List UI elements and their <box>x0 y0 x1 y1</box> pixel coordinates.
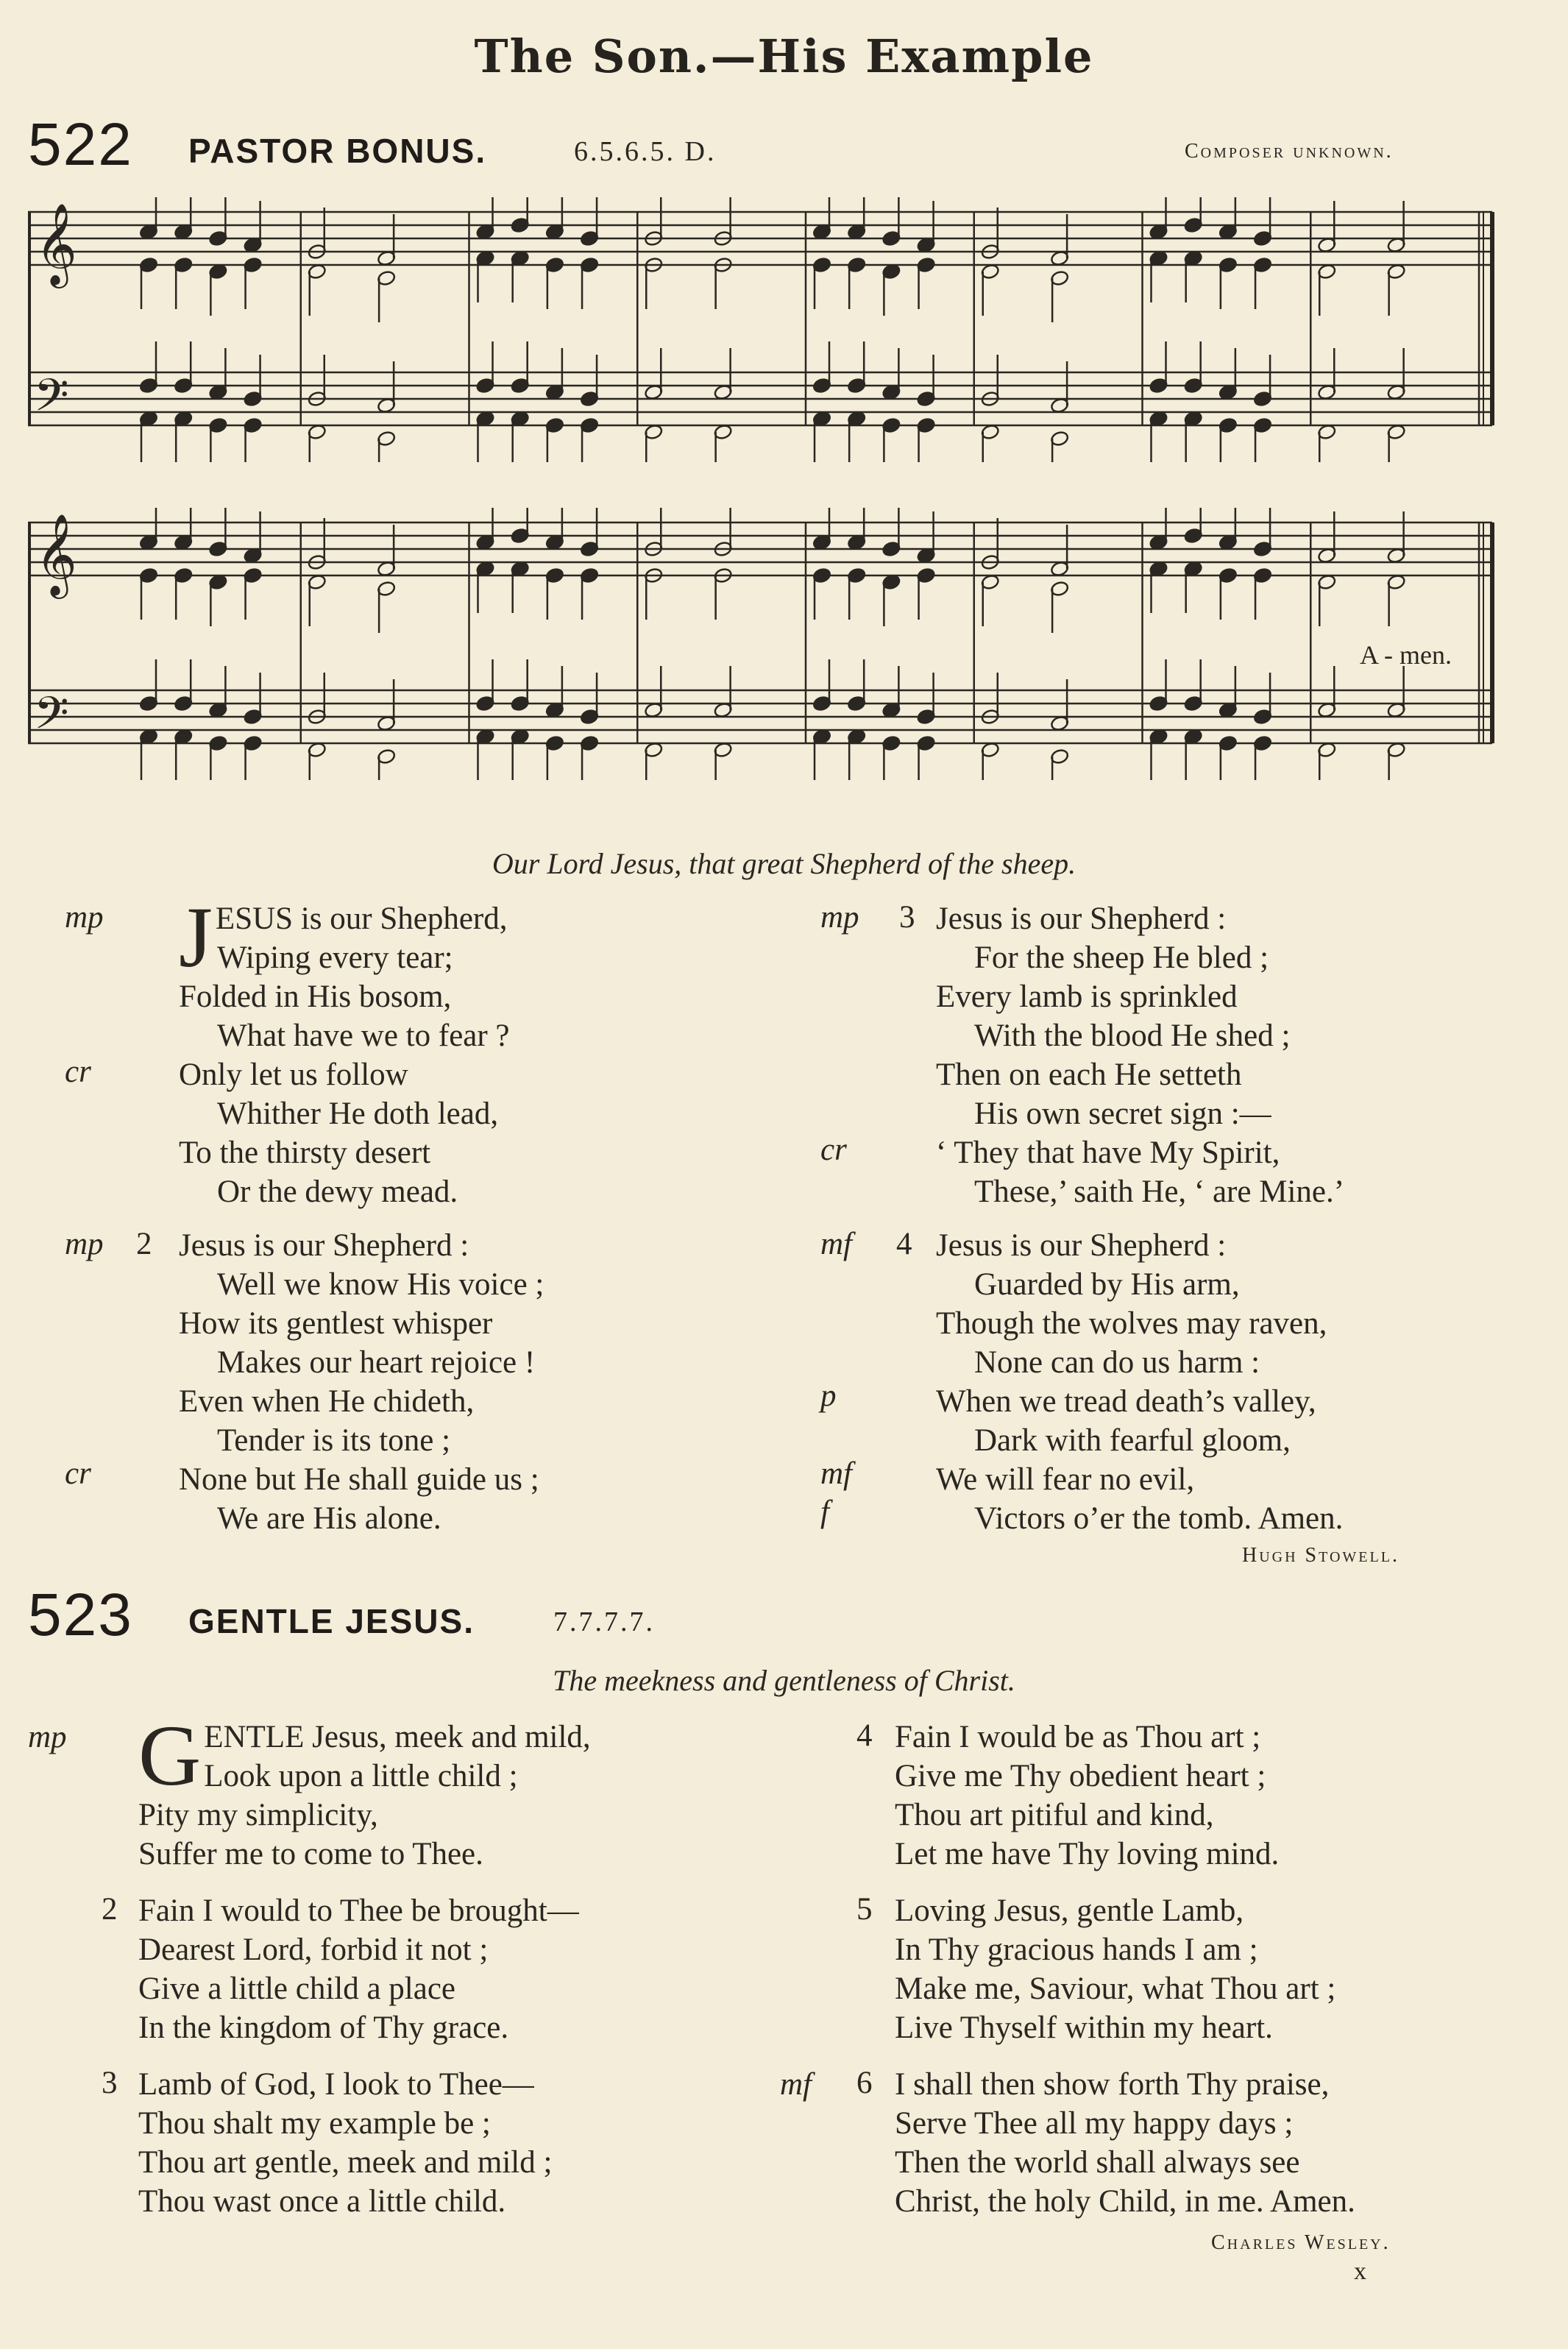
verse-line: Only let us follow <box>179 1057 408 1092</box>
verse-line: Pity my simplicity, <box>138 1798 378 1832</box>
author-credit: Hugh Stowell. <box>1242 1544 1400 1567</box>
verse-line: Fain I would be as Thou art ; <box>895 1720 1261 1754</box>
verse-line: We will fear no evil, <box>936 1462 1195 1497</box>
verse-4 <box>895 1718 1542 1874</box>
verse-1 <box>138 1707 801 1874</box>
svg-text:𝄢: 𝄢 <box>34 369 69 433</box>
bass-clef-icon <box>34 687 69 751</box>
dynamic-mark: p <box>820 1378 837 1413</box>
verse-2 <box>138 1891 801 2047</box>
svg-text:𝄢: 𝄢 <box>34 687 69 751</box>
verse-line: In Thy gracious hands I am ; <box>895 1932 1258 1967</box>
verse-line: Guarded by His arm, <box>974 1267 1240 1302</box>
verse-line: Jesus is our Shepherd : <box>179 1228 469 1263</box>
verse-line: Loving Jesus, gentle Lamb, <box>895 1893 1244 1928</box>
verse-line: Well we know His voice ; <box>217 1267 544 1302</box>
verse-3 <box>138 2065 801 2221</box>
verse-number: 3 <box>102 2066 118 2100</box>
music-system-2 <box>28 508 1498 780</box>
amen-label: A - men. <box>1360 640 1452 670</box>
meter: 6.5.6.5. D. <box>574 136 717 167</box>
bass-clef-icon <box>34 369 69 433</box>
verse-number: 2 <box>136 1227 152 1261</box>
verse-line: In the kingdom of Thy grace. <box>138 2010 509 2045</box>
verse-number: 5 <box>856 1892 873 1927</box>
verse-line: Fain I would to Thee be brought— <box>138 1893 579 1928</box>
verse-line: Wiping every tear; <box>217 940 453 975</box>
verse-line: Give a little child a place <box>138 1971 456 2006</box>
verse-line: Christ, the holy Child, in me. Amen. <box>895 2184 1355 2219</box>
verse-line: Thou wast once a little child. <box>138 2184 506 2219</box>
verse-line: Jesus is our Shepherd : <box>936 1228 1227 1263</box>
verse-line: With the blood He shed ; <box>974 1018 1291 1053</box>
verse-number: 4 <box>896 1227 912 1261</box>
tune-name: PASTOR BONUS. <box>188 132 487 170</box>
verse-6 <box>895 2065 1557 2221</box>
verse-line: Tender is its tone ; <box>217 1423 451 1458</box>
verse-5 <box>895 1891 1542 2047</box>
verse-line: Jesus is our Shepherd : <box>936 901 1227 936</box>
verse-line: For the sheep He bled ; <box>974 940 1269 975</box>
verse-line: ‘ They that have My Spirit, <box>936 1135 1280 1170</box>
signature-mark: x <box>1354 2258 1366 2285</box>
drop-cap: G <box>138 1707 202 1804</box>
verse-line: Thou art gentle, meek and mild ; <box>138 2145 553 2180</box>
verse-2 <box>179 1226 709 1538</box>
drop-cap: J <box>179 889 213 985</box>
verse-line: Dark with fearful gloom, <box>974 1423 1291 1458</box>
verse-line: His own secret sign :— <box>974 1096 1271 1131</box>
verse-line: Let me have Thy loving mind. <box>895 1837 1280 1871</box>
verse-line: Look upon a little child ; <box>204 1759 518 1793</box>
composer-credit: Composer unknown. <box>1185 140 1394 163</box>
verse-line: To the thirsty desert <box>179 1135 431 1170</box>
hymn-number: 522 <box>28 111 133 178</box>
verse-line: Make me, Saviour, what Thou art ; <box>895 1971 1336 2006</box>
verse-line: Dearest Lord, forbid it not ; <box>138 1932 489 1967</box>
meter: 7.7.7.7. <box>553 1606 655 1637</box>
verse-line: Lamb of God, I look to Thee— <box>138 2067 534 2102</box>
dynamic-mark: cr <box>65 1456 91 1491</box>
verse-line: How its gentlest whisper <box>179 1306 493 1341</box>
hymn-subtitle: The meekness and gentleness of Christ. <box>553 1664 1015 1697</box>
treble-clef-icon <box>35 513 77 599</box>
verse-line: Serve Thee all my happy days ; <box>895 2106 1294 2141</box>
dynamic-mark: f <box>820 1495 829 1529</box>
dynamic-mark: mp <box>28 1720 67 1754</box>
hymn-number: 523 <box>28 1581 133 1648</box>
verse-line: We are His alone. <box>217 1501 441 1536</box>
verse-line: None can do us harm : <box>974 1345 1260 1380</box>
svg-text:𝄞: 𝄞 <box>35 202 77 285</box>
verse-line: Give me Thy obedient heart ; <box>895 1759 1266 1793</box>
verse-line: I shall then show forth Thy praise, <box>895 2067 1330 2102</box>
verse-line: Thou shalt my example be ; <box>138 2106 491 2141</box>
verse-line: Thou art pitiful and kind, <box>895 1798 1214 1832</box>
verse-number: 3 <box>899 900 915 935</box>
verse-4 <box>936 1226 1525 1538</box>
verse-line: Then on each He setteth <box>936 1057 1242 1092</box>
verse-line: What have we to fear ? <box>217 1018 510 1053</box>
verse-line: Though the wolves may raven, <box>936 1306 1327 1341</box>
verse-number: 6 <box>856 2066 873 2100</box>
verse-line: Makes our heart rejoice ! <box>217 1345 536 1380</box>
verse-line: Or the dewy mead. <box>217 1174 458 1209</box>
verse-number: 2 <box>102 1892 118 1927</box>
dynamic-mark: cr <box>820 1133 847 1167</box>
dynamic-mark: mp <box>820 900 859 935</box>
verse-line: Victors o’er the tomb. Amen. <box>974 1501 1344 1536</box>
dynamic-mark: mf <box>820 1456 852 1491</box>
verse-1 <box>179 889 694 1211</box>
verse-number: 4 <box>856 1718 873 1753</box>
verse-line: Then the world shall always see <box>895 2145 1300 2180</box>
verse-3 <box>936 899 1510 1211</box>
tune-name: GENTLE JESUS. <box>188 1602 475 1640</box>
verse-line: None but He shall guide us ; <box>179 1462 539 1497</box>
verse-line: Even when He chideth, <box>179 1384 475 1419</box>
hymn-subtitle: Our Lord Jesus, that great Shepherd of the sheep. <box>492 847 1076 880</box>
page-header: The Son.—His Example <box>474 29 1094 83</box>
verse-line: These,’ saith He, ‘ are Mine.’ <box>974 1174 1345 1209</box>
dynamic-mark: cr <box>65 1055 91 1089</box>
dynamic-mark: mp <box>65 1227 104 1261</box>
verse-line: ESUS is our Shepherd, <box>215 901 508 936</box>
music-system-1 <box>28 197 1498 462</box>
verse-line: Suffer me to come to Thee. <box>138 1837 483 1871</box>
dynamic-mark: mf <box>780 2067 812 2102</box>
verse-line: Folded in His bosom, <box>179 979 452 1014</box>
verse-line: Live Thyself within my heart. <box>895 2010 1273 2045</box>
dynamic-mark: mf <box>820 1227 852 1261</box>
verse-line: When we tread death’s valley, <box>936 1384 1316 1419</box>
verse-line: Whither He doth lead, <box>217 1096 499 1131</box>
author-credit: Charles Wesley. <box>1211 2231 1391 2254</box>
treble-clef-icon <box>35 202 77 288</box>
svg-text:𝄞: 𝄞 <box>35 513 77 595</box>
dynamic-mark: mp <box>65 900 104 935</box>
verse-line: Every lamb is sprinkled <box>936 979 1238 1014</box>
verse-line: ENTLE Jesus, meek and mild, <box>204 1720 591 1754</box>
